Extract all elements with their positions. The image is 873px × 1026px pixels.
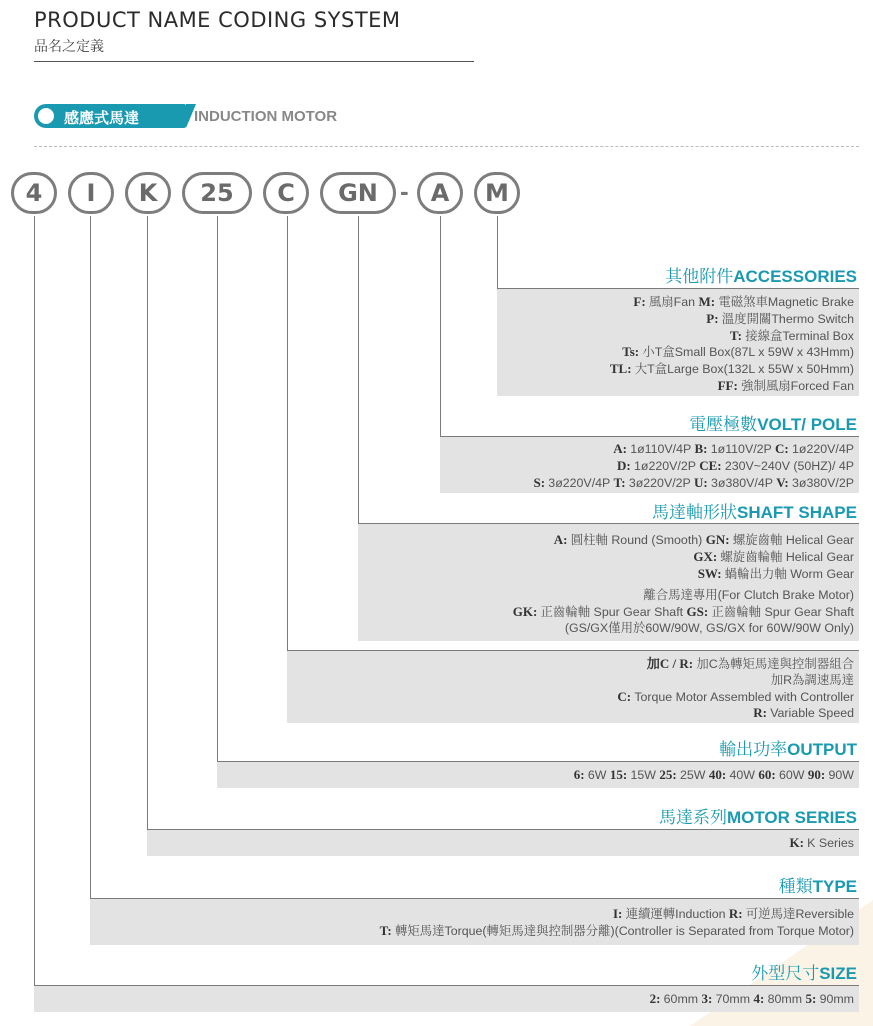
section-title-en: INDUCTION MOTOR: [194, 108, 338, 125]
code-desc: 強制風扇Forced Fan: [741, 378, 854, 393]
code-key: T:: [379, 922, 395, 938]
code-desc: 25W: [679, 768, 709, 782]
connector-series: [147, 216, 148, 830]
heading-volt: 電壓極數VOLT/ POLE: [689, 415, 857, 434]
text-line: [650, 991, 854, 1008]
code-desc: 60mm: [663, 992, 702, 1006]
code-desc: 230V~240V (50HZ)/ 4P: [724, 458, 854, 473]
connector-shaft: [358, 216, 359, 524]
code-key: 40:: [708, 767, 730, 782]
code-desc: 正齒輪軸 Spur Gear Shaft: [540, 604, 687, 619]
code-desc: 1ø110V/2P: [710, 442, 776, 456]
rule-size: [34, 985, 859, 986]
code-key: D:: [617, 457, 634, 473]
code-key: R:: [753, 705, 771, 721]
rule-volt: [440, 436, 859, 437]
connector-volt: [440, 216, 441, 437]
code-desc: 70mm: [715, 992, 754, 1006]
code-box-output: 25: [182, 172, 252, 214]
heading-type: 種類TYPE: [778, 877, 857, 896]
code-key: GS:: [686, 603, 712, 619]
code-key: GK:: [512, 603, 541, 619]
code-key: V:: [776, 474, 792, 490]
code-key: 2:: [649, 991, 664, 1006]
code-key: 加C / R:: [646, 656, 697, 671]
code-key: M:: [698, 294, 719, 309]
code-desc: 電磁煞車Magnetic Brake: [718, 295, 854, 309]
text-line: [533, 475, 854, 492]
code-key: TL:: [609, 361, 635, 377]
page-subtitle: 品名之定義: [34, 38, 104, 54]
code-key: GX:: [693, 548, 721, 564]
code-desc: 風扇Fan: [648, 295, 699, 309]
text-line: [380, 923, 854, 940]
code-desc: 溫度開關Thermo Switch: [721, 311, 854, 326]
volt-text: [533, 441, 854, 491]
code-key: K:: [789, 835, 808, 850]
cr-text: [617, 656, 854, 722]
heading-output: 輸出功率OUTPUT: [719, 740, 857, 759]
code-separator: -: [400, 176, 409, 206]
code-box-type: I: [68, 172, 114, 214]
code-desc: 可逆馬達Reversible: [745, 907, 854, 921]
code-desc: 60W: [779, 768, 808, 782]
code-desc: 加C為轉矩馬達與控制器組合: [696, 657, 854, 671]
text-line: [617, 673, 854, 689]
text-line: [533, 441, 854, 458]
code-key: 5:: [805, 991, 820, 1006]
code-key: F:: [633, 294, 649, 309]
code-key: C:: [775, 441, 792, 456]
code-desc: 大T盒Large Box(132L x 55W x 50Hmm): [634, 362, 854, 377]
code-key: T:: [613, 474, 629, 490]
code-key: A:: [613, 441, 631, 456]
code-box-series: K: [125, 172, 171, 214]
rule-shaft: [358, 523, 859, 524]
code-desc: Variable Speed: [770, 706, 854, 721]
code-desc: 連續運轉Induction: [625, 907, 729, 921]
code-desc: Torque Motor Assembled with Controller: [634, 689, 854, 704]
text-line: [617, 656, 854, 673]
accessories-text: [610, 294, 854, 395]
text-line: [610, 328, 854, 345]
code-desc: 3ø220V/2P: [628, 475, 695, 490]
code-desc: 3ø380V/2P: [792, 475, 854, 490]
text-line: [554, 532, 854, 549]
code-key: P:: [706, 310, 722, 326]
code-desc: 1ø110V/4P: [630, 442, 695, 456]
code-desc: 90mm: [819, 992, 854, 1006]
code-key: R:: [728, 906, 746, 921]
text-line: [617, 689, 854, 706]
text-line: [789, 835, 854, 852]
text-line: [513, 604, 854, 621]
connector-type: [90, 216, 91, 899]
text-line: [610, 361, 854, 378]
code-desc: 1ø220V/2P: [633, 458, 700, 473]
code-key: C:: [617, 688, 635, 704]
dashed-divider: [34, 146, 859, 147]
code-desc: 6W: [587, 768, 610, 782]
text-line: [610, 378, 854, 395]
code-key: 3:: [701, 991, 716, 1006]
code-desc: 小T盒Small Box(87L x 59W x 43Hmm): [642, 345, 854, 360]
code-desc: 3ø220V/4P: [548, 475, 614, 490]
code-desc: 正齒輪軸 Spur Gear Shaft: [711, 604, 854, 619]
heading-size: 外型尺寸SIZE: [751, 964, 857, 983]
code-key: GN:: [705, 532, 733, 547]
text-line: [554, 549, 854, 566]
output-text: [574, 767, 854, 784]
code-key: S:: [533, 474, 549, 490]
code-key: 15:: [609, 767, 631, 782]
text-line: [533, 458, 854, 475]
connector-cr: [287, 216, 288, 651]
code-desc: 40W: [729, 768, 759, 782]
code-desc: 蝸輪出力軸 Worm Gear: [724, 566, 854, 581]
code-key: 60:: [758, 767, 779, 782]
code-desc: (GS/GX僅用於60W/90W, GS/GX for 60W/90W Only): [564, 620, 854, 635]
series-text: [789, 835, 854, 852]
text-line: [610, 311, 854, 328]
section-title-zh: 感應式馬達: [64, 110, 140, 127]
code-key: T:: [729, 327, 746, 343]
code-key: CE:: [699, 457, 725, 473]
code-desc: 80mm: [767, 992, 806, 1006]
code-key: 4:: [753, 991, 768, 1006]
code-row: [0, 172, 873, 216]
code-key: A:: [553, 532, 571, 547]
text-line: [554, 566, 854, 583]
code-desc: 螺旋齒軸 Helical Gear: [732, 533, 854, 547]
code-key: B:: [694, 441, 711, 456]
code-key: FF:: [717, 377, 742, 393]
bullet-dot-icon: [38, 108, 54, 124]
code-desc: 離合馬達專用(For Clutch Brake Motor): [643, 588, 854, 602]
code-desc: 接線盒Terminal Box: [745, 328, 854, 343]
text-line: [513, 621, 854, 637]
type-text: [380, 906, 854, 940]
rule-series: [147, 829, 859, 830]
text-line: [617, 705, 854, 722]
page-title: PRODUCT NAME CODING SYSTEM: [34, 8, 401, 32]
section-pill: [34, 104, 186, 128]
code-key: 25:: [659, 767, 680, 782]
text-line: [610, 344, 854, 361]
code-desc: 90W: [828, 768, 854, 782]
text-line: [574, 767, 854, 784]
heading-shaft: 馬達軸形狀SHAFT SHAPE: [652, 503, 857, 522]
shaft-text: [554, 532, 854, 582]
rule-output: [217, 761, 859, 762]
text-line: [610, 294, 854, 311]
code-desc: 1ø220V/4P: [792, 442, 854, 456]
code-key: Ts:: [622, 344, 643, 360]
connector-output: [217, 216, 218, 762]
connector-accessories: [497, 216, 498, 289]
heading-accessories: 其他附件ACCESSORIES: [665, 267, 857, 286]
heading-series: 馬達系列MOTOR SERIES: [658, 808, 857, 827]
text-line: [380, 906, 854, 923]
shaft-text-2: [513, 588, 854, 636]
size-text: [650, 991, 854, 1008]
code-desc: 3ø380V/4P: [711, 475, 777, 490]
text-line: [513, 588, 854, 604]
code-key: I:: [612, 906, 626, 921]
code-desc: 加R為調速馬達: [770, 672, 854, 687]
rule-accessories: [497, 288, 859, 289]
code-desc: K Series: [807, 836, 854, 850]
code-key: U:: [694, 474, 711, 490]
series-panel: [147, 830, 859, 856]
connector-size: [34, 216, 35, 986]
code-key: SW:: [697, 565, 725, 581]
code-box-cr: C: [263, 172, 309, 214]
code-desc: 螺旋齒輪軸 Helical Gear: [720, 549, 854, 564]
code-key: 90:: [807, 767, 829, 782]
code-box-size: 4: [11, 172, 57, 214]
code-key: 6:: [573, 767, 588, 782]
rule-cr: [287, 650, 859, 651]
code-desc: 15W: [630, 768, 660, 782]
code-box-accessories: M: [474, 172, 520, 214]
code-desc: 轉矩馬達Torque(轉矩馬達與控制器分離)(Controller is Separated from Torque Motor): [394, 923, 854, 938]
title-divider: [34, 61, 474, 62]
code-box-shaft: GN: [320, 172, 396, 214]
rule-type: [90, 898, 859, 899]
code-desc: 圓柱軸 Round (Smooth): [570, 533, 706, 547]
code-box-volt: A: [417, 172, 463, 214]
